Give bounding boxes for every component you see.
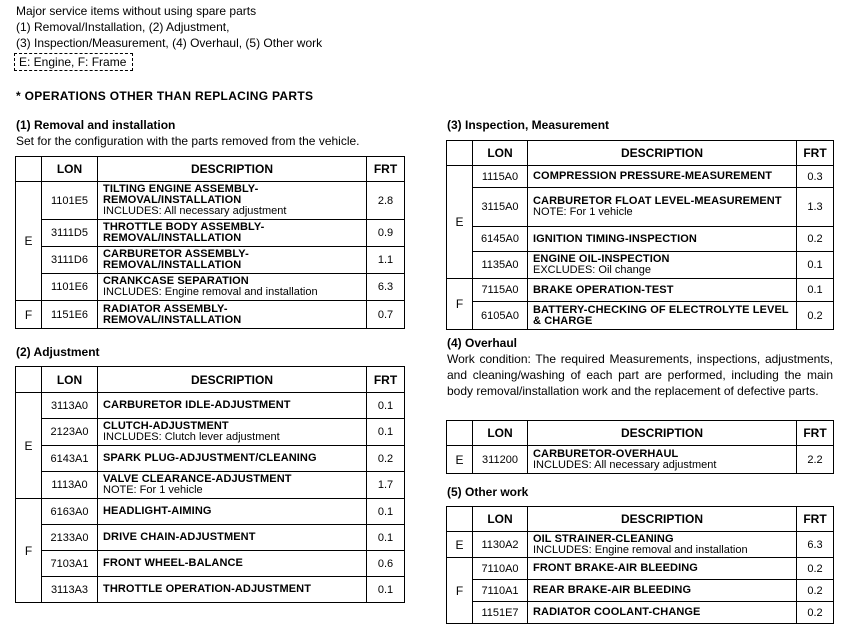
table-row bbox=[447, 302, 834, 330]
frt-cell: 0.2 bbox=[797, 227, 834, 252]
group-cell: E bbox=[447, 532, 473, 558]
description-note: INCLUDES: Engine removal and installation bbox=[533, 543, 748, 556]
description-text: CRANKCASE SEPARATION bbox=[103, 275, 249, 287]
description-text: CARBURETOR IDLE-ADJUSTMENT bbox=[103, 399, 291, 411]
operations-heading: * OPERATIONS OTHER THAN REPLACING PARTS bbox=[16, 89, 314, 103]
table-row bbox=[447, 227, 834, 252]
description-text: BRAKE OPERATION-TEST bbox=[533, 283, 674, 296]
table-row bbox=[447, 602, 834, 624]
group-cell: F bbox=[447, 558, 473, 624]
header-description: DESCRIPTION bbox=[98, 367, 367, 393]
header-blank bbox=[447, 141, 473, 166]
description-text: COMPRESSION PRESSURE-MEASUREMENT bbox=[533, 170, 773, 182]
frt-cell: 0.7 bbox=[367, 301, 405, 329]
description-cell bbox=[98, 577, 367, 603]
header-blank bbox=[447, 421, 473, 446]
table-row bbox=[16, 419, 405, 446]
description-cell bbox=[98, 274, 367, 301]
table-row bbox=[16, 247, 405, 274]
table-row bbox=[16, 472, 405, 499]
description-text: VALVE CLEARANCE-ADJUSTMENT bbox=[103, 473, 292, 485]
description-note: INCLUDES: Engine removal and installation bbox=[103, 286, 318, 298]
description-cell bbox=[98, 499, 367, 525]
header-blank bbox=[16, 367, 42, 393]
description-text: CLUTCH-ADJUSTMENT bbox=[103, 420, 229, 432]
table-header-row bbox=[16, 367, 405, 393]
frt-cell: 0.1 bbox=[367, 577, 405, 603]
description-cell bbox=[528, 166, 797, 188]
inspection-table bbox=[446, 140, 834, 330]
group-cell: E bbox=[16, 182, 42, 301]
lon-cell: 3115A0 bbox=[473, 188, 528, 227]
lon-cell: 1151E7 bbox=[473, 602, 528, 624]
overhaul-description: Work condition: The required Measurements, inspections, adjustments, and cleaning/washing of each part are performed, including the main body removal/installation work and the replacement of defective parts. bbox=[447, 352, 833, 398]
group-cell: F bbox=[16, 499, 42, 603]
description-cell bbox=[528, 188, 797, 227]
other-table bbox=[446, 506, 834, 624]
table-row bbox=[16, 446, 405, 472]
frt-cell: 6.3 bbox=[367, 274, 405, 301]
section-title-inspection: (3) Inspection, Measurement bbox=[447, 118, 610, 132]
lon-cell: 1101E5 bbox=[42, 182, 98, 220]
description-note: EXCLUDES: Oil change bbox=[533, 264, 651, 276]
header-lon: LON bbox=[473, 507, 528, 532]
header-frt: FRT bbox=[797, 507, 834, 532]
lon-cell: 7115A0 bbox=[473, 279, 528, 302]
section-subtitle-removal: Set for the configuration with the parts removed from the vehicle. bbox=[16, 134, 360, 148]
adjustment-table bbox=[15, 366, 405, 603]
frt-cell: 1.1 bbox=[367, 247, 405, 274]
table-row bbox=[16, 499, 405, 525]
group-cell: E bbox=[447, 166, 473, 279]
table-header-row bbox=[447, 421, 834, 446]
header-blank bbox=[16, 157, 42, 182]
table-row bbox=[447, 188, 834, 227]
section-title-adjustment: (2) Adjustment bbox=[16, 345, 100, 359]
table-row bbox=[447, 558, 834, 580]
table-row bbox=[447, 446, 834, 474]
header-lon: LON bbox=[473, 141, 528, 166]
description-note: INCLUDES: Clutch lever adjustment bbox=[103, 431, 280, 443]
lon-cell: 7103A1 bbox=[42, 551, 98, 577]
table-row bbox=[16, 577, 405, 603]
description-cell bbox=[98, 472, 367, 499]
description-text: CARBURETOR ASSEMBLY-REMOVAL/INSTALLATION bbox=[103, 248, 249, 271]
lon-cell: 311200 bbox=[473, 446, 528, 474]
description-text: RADIATOR COOLANT-CHANGE bbox=[533, 606, 701, 618]
description-text: OIL STRAINER-CLEANING bbox=[533, 532, 674, 545]
frt-cell: 6.3 bbox=[797, 532, 834, 558]
table-header-row bbox=[16, 157, 405, 182]
description-cell bbox=[98, 419, 367, 446]
frt-cell: 0.3 bbox=[797, 166, 834, 188]
header-lon: LON bbox=[473, 421, 528, 446]
header-description: DESCRIPTION bbox=[98, 157, 367, 182]
section-title-overhaul: (4) Overhaul bbox=[447, 336, 518, 350]
description-cell bbox=[98, 393, 367, 419]
section-title-removal: (1) Removal and installation bbox=[16, 118, 176, 132]
description-text: FRONT BRAKE-AIR BLEEDING bbox=[533, 562, 698, 574]
frt-cell: 0.1 bbox=[797, 279, 834, 302]
header-frt: FRT bbox=[797, 141, 834, 166]
description-cell bbox=[98, 301, 367, 329]
description-note: INCLUDES: All necessary adjustment bbox=[103, 205, 287, 217]
intro-line: Major service items without using spare parts bbox=[16, 4, 257, 18]
table-header-row bbox=[447, 141, 834, 166]
frt-cell: 0.2 bbox=[797, 580, 834, 602]
lon-cell: 6145A0 bbox=[473, 227, 528, 252]
description-cell bbox=[528, 580, 797, 602]
description-cell bbox=[98, 220, 367, 247]
description-cell bbox=[528, 532, 797, 558]
description-note: NOTE: For 1 vehicle bbox=[533, 206, 633, 218]
description-cell bbox=[98, 551, 367, 577]
frt-cell: 0.2 bbox=[797, 558, 834, 580]
table-row bbox=[16, 525, 405, 551]
lon-cell: 1151E6 bbox=[42, 301, 98, 329]
description-text: RADIATOR ASSEMBLY-REMOVAL/INSTALLATION bbox=[103, 302, 242, 326]
description-cell bbox=[528, 602, 797, 624]
description-text: REAR BRAKE-AIR BLEEDING bbox=[533, 584, 692, 596]
frt-cell: 0.1 bbox=[367, 393, 405, 419]
description-cell bbox=[98, 525, 367, 551]
intro-line: (3) Inspection/Measurement, (4) Overhaul, (5) Other work bbox=[16, 36, 323, 50]
lon-cell: 2133A0 bbox=[42, 525, 98, 551]
description-text: SPARK PLUG-ADJUSTMENT/CLEANING bbox=[103, 452, 317, 464]
lon-cell: 3111D6 bbox=[42, 247, 98, 274]
lon-cell: 1135A0 bbox=[473, 252, 528, 279]
description-cell bbox=[528, 227, 797, 252]
description-note: INCLUDES: All necessary adjustment bbox=[533, 458, 717, 471]
description-text: ENGINE OIL-INSPECTION bbox=[533, 253, 670, 265]
group-cell: F bbox=[447, 279, 473, 330]
table-row bbox=[447, 166, 834, 188]
description-text: THROTTLE OPERATION-ADJUSTMENT bbox=[103, 583, 312, 595]
description-cell bbox=[528, 252, 797, 279]
frt-cell: 0.9 bbox=[367, 220, 405, 247]
lon-cell: 7110A0 bbox=[473, 558, 528, 580]
frt-cell: 0.1 bbox=[367, 525, 405, 551]
header-frt: FRT bbox=[367, 157, 405, 182]
description-note: NOTE: For 1 vehicle bbox=[103, 484, 203, 496]
header-lon: LON bbox=[42, 157, 98, 182]
lon-cell: 7110A1 bbox=[473, 580, 528, 602]
header-description: DESCRIPTION bbox=[528, 421, 797, 446]
description-text: HEADLIGHT-AIMING bbox=[103, 505, 212, 517]
frt-cell: 0.1 bbox=[797, 252, 834, 279]
intro-text bbox=[16, 3, 322, 51]
table-row bbox=[16, 274, 405, 301]
table-header-row bbox=[447, 507, 834, 532]
group-cell: F bbox=[16, 301, 42, 329]
table-row bbox=[447, 580, 834, 602]
section-title-other: (5) Other work bbox=[447, 485, 529, 499]
description-text: CARBURETOR FLOAT LEVEL-MEASUREMENT bbox=[533, 195, 782, 207]
intro-line: (1) Removal/Installation, (2) Adjustment, bbox=[16, 20, 230, 34]
group-cell: E bbox=[16, 393, 42, 499]
description-text: DRIVE CHAIN-ADJUSTMENT bbox=[103, 531, 256, 543]
description-cell bbox=[528, 279, 797, 302]
frt-cell: 0.2 bbox=[367, 446, 405, 472]
frt-cell: 0.1 bbox=[367, 419, 405, 446]
lon-cell: 6163A0 bbox=[42, 499, 98, 525]
table-row bbox=[447, 279, 834, 302]
overhaul-table bbox=[446, 420, 834, 474]
frt-cell: 0.1 bbox=[367, 499, 405, 525]
lon-cell: 3113A0 bbox=[42, 393, 98, 419]
description-cell bbox=[528, 302, 797, 330]
frt-cell: 0.2 bbox=[797, 602, 834, 624]
header-description: DESCRIPTION bbox=[528, 507, 797, 532]
header-frt: FRT bbox=[797, 421, 834, 446]
lon-cell: 1101E6 bbox=[42, 274, 98, 301]
description-text: CARBURETOR-OVERHAUL bbox=[533, 447, 679, 460]
frt-cell: 2.8 bbox=[367, 182, 405, 220]
description-text: FRONT WHEEL-BALANCE bbox=[103, 557, 243, 569]
table-row bbox=[16, 182, 405, 220]
header-description: DESCRIPTION bbox=[528, 141, 797, 166]
description-text: BATTERY-CHECKING OF ELECTROLYTE LEVEL & CHARGE bbox=[533, 303, 789, 327]
lon-cell: 1115A0 bbox=[473, 166, 528, 188]
table-row bbox=[16, 551, 405, 577]
header-blank bbox=[447, 507, 473, 532]
description-text: TILTING ENGINE ASSEMBLY-REMOVAL/INSTALLATION bbox=[103, 183, 259, 206]
legend-box: E: Engine, F: Frame bbox=[14, 53, 133, 71]
table-row bbox=[16, 220, 405, 247]
header-lon: LON bbox=[42, 367, 98, 393]
description-cell bbox=[528, 446, 797, 474]
description-cell bbox=[98, 247, 367, 274]
lon-cell: 6143A1 bbox=[42, 446, 98, 472]
table-row bbox=[447, 532, 834, 558]
frt-cell: 0.2 bbox=[797, 302, 834, 330]
description-text: THROTTLE BODY ASSEMBLY-REMOVAL/INSTALLATION bbox=[103, 221, 265, 244]
group-cell: E bbox=[447, 446, 473, 474]
frt-cell: 1.7 bbox=[367, 472, 405, 499]
description-cell bbox=[98, 446, 367, 472]
removal-table bbox=[15, 156, 405, 329]
description-cell bbox=[528, 558, 797, 580]
lon-cell: 1130A2 bbox=[473, 532, 528, 558]
lon-cell: 6105A0 bbox=[473, 302, 528, 330]
header-frt: FRT bbox=[367, 367, 405, 393]
lon-cell: 3113A3 bbox=[42, 577, 98, 603]
description-cell bbox=[98, 182, 367, 220]
description-text: IGNITION TIMING-INSPECTION bbox=[533, 232, 697, 245]
lon-cell: 2123A0 bbox=[42, 419, 98, 446]
table-row bbox=[16, 301, 405, 329]
lon-cell: 1113A0 bbox=[42, 472, 98, 499]
frt-cell: 0.6 bbox=[367, 551, 405, 577]
frt-cell: 2.2 bbox=[797, 446, 834, 474]
table-row bbox=[16, 393, 405, 419]
lon-cell: 3111D5 bbox=[42, 220, 98, 247]
frt-cell: 1.3 bbox=[797, 188, 834, 227]
table-row bbox=[447, 252, 834, 279]
